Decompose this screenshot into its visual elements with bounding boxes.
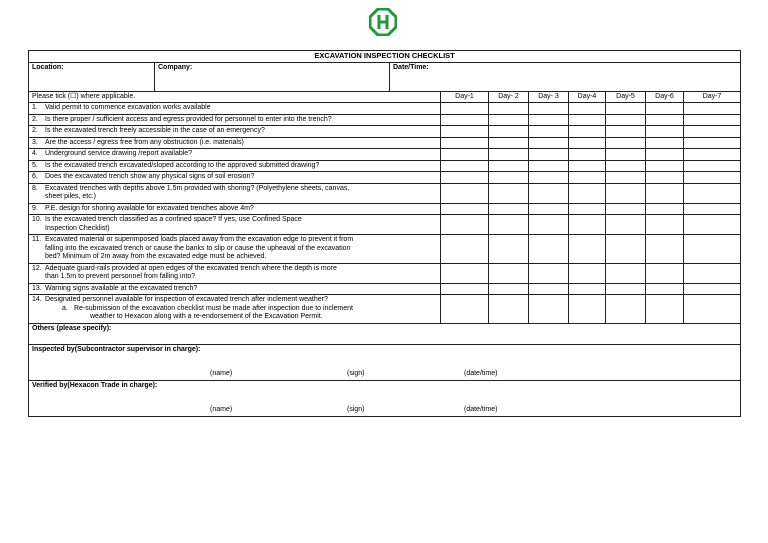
tick-box-day-5[interactable] <box>606 160 646 172</box>
tick-box-day-2[interactable] <box>489 149 529 161</box>
tick-box-day-7[interactable] <box>684 235 741 264</box>
tick-box-day-7[interactable] <box>684 114 741 126</box>
tick-box-day-5[interactable] <box>606 283 646 295</box>
checklist-item <box>29 103 441 115</box>
day-header-6: Day-6 <box>646 91 684 103</box>
item-text: Designated personnel available for inspection of excavated trench after inclement weather? <box>45 296 328 303</box>
others-field[interactable]: Others (please specify): <box>29 323 741 344</box>
item-text: Warning signs available at the excavated trench? <box>45 284 198 292</box>
item-number: 11. <box>32 236 42 243</box>
item-text: Valid permit to commence excavation works available <box>45 104 211 111</box>
item-number: 13. <box>32 284 42 292</box>
item-number: 10. <box>32 216 42 223</box>
tick-box-day-5[interactable] <box>606 149 646 161</box>
tick-box-day-4[interactable] <box>569 283 606 295</box>
tick-instruction: Please tick (☐) where applicable. <box>29 91 441 103</box>
checklist-row <box>29 183 741 203</box>
tick-box-day-3[interactable] <box>529 183 569 203</box>
tick-box-day-2[interactable] <box>489 295 529 324</box>
tick-box-day-2[interactable] <box>489 126 529 138</box>
tick-box-day-4[interactable] <box>569 172 606 184</box>
checklist-row <box>29 103 741 115</box>
datetime-caption: (date/time) <box>464 370 498 377</box>
item-number: 3. <box>32 138 38 146</box>
tick-box-day-2[interactable] <box>489 137 529 149</box>
verified-by-field-label: Verified by(Hexacon Trade in charge): <box>32 381 158 389</box>
form-title: EXCAVATION INSPECTION CHECKLIST <box>29 51 741 63</box>
tick-box-day-2[interactable] <box>489 263 529 283</box>
tick-box-day-7[interactable] <box>684 283 741 295</box>
datetime-caption: (date/time) <box>464 406 498 413</box>
item-number: 6. <box>32 173 38 180</box>
item-text: Excavated material or superimposed loads placed away from the excavation edge to prevent it from <box>45 236 354 243</box>
checklist-item <box>29 203 441 215</box>
checklist-item <box>29 283 441 295</box>
location-field[interactable]: Location: <box>29 62 155 91</box>
tick-box-day-7[interactable] <box>684 137 741 149</box>
tick-box-day-1[interactable] <box>441 283 489 295</box>
item-text-continued: than 1.5m to prevent personnel from falling into? <box>45 273 196 280</box>
item-text: Is the excavated trench excavated/sloped according to the approved submitted drawing? <box>45 161 320 169</box>
tick-box-day-3[interactable] <box>529 235 569 264</box>
tick-box-day-1[interactable] <box>441 295 489 324</box>
tick-box-day-5[interactable] <box>606 172 646 184</box>
tick-box-day-4[interactable] <box>569 137 606 149</box>
tick-box-day-5[interactable] <box>606 183 646 203</box>
item-number: 12. <box>32 264 42 272</box>
checklist-row <box>29 137 741 149</box>
item-text: Is the excavated trench freely accessible in the case of an emergency? <box>45 127 265 134</box>
subnote-text-continued: weather to Hexacon along with a re-endorsement of the Excavation Permit. <box>90 313 323 320</box>
tick-box-day-6[interactable] <box>646 114 684 126</box>
tick-box-day-6[interactable] <box>646 160 684 172</box>
tick-box-day-7[interactable] <box>684 295 741 324</box>
tick-box-day-6[interactable] <box>646 103 684 115</box>
tick-box-day-2[interactable] <box>489 114 529 126</box>
checklist-item <box>29 114 441 126</box>
tick-box-day-2[interactable] <box>489 203 529 215</box>
tick-box-day-3[interactable] <box>529 160 569 172</box>
tick-box-day-4[interactable] <box>569 295 606 324</box>
checklist-item <box>29 149 441 161</box>
tick-box-day-6[interactable] <box>646 215 684 235</box>
tick-box-day-4[interactable] <box>569 215 606 235</box>
item-number: 9. <box>32 204 38 212</box>
checklist-item <box>29 183 441 203</box>
tick-box-day-4[interactable] <box>569 263 606 283</box>
tick-box-day-2[interactable] <box>489 172 529 184</box>
tick-box-day-2[interactable] <box>489 160 529 172</box>
checklist-row <box>29 160 741 172</box>
tick-box-day-4[interactable] <box>569 149 606 161</box>
checklist-item <box>29 235 441 264</box>
checklist-row <box>29 283 741 295</box>
tick-box-day-5[interactable] <box>606 263 646 283</box>
item-number: 1. <box>32 104 38 111</box>
tick-box-day-6[interactable] <box>646 283 684 295</box>
tick-box-day-2[interactable] <box>489 283 529 295</box>
excavation-checklist-table <box>28 50 741 417</box>
item-text-continued: Inspection Checklist) <box>45 224 110 232</box>
subnote-label: a. <box>62 304 68 312</box>
item-number: 14. <box>32 296 42 303</box>
item-number: 8. <box>32 184 38 192</box>
tick-box-day-3[interactable] <box>529 295 569 324</box>
inspected-by-field-label: Inspected by(Subcontractor supervisor in charge): <box>32 345 201 353</box>
item-subnote <box>32 305 437 314</box>
tick-box-day-6[interactable] <box>646 295 684 324</box>
tick-box-day-7[interactable] <box>684 203 741 215</box>
tick-box-day-5[interactable] <box>606 215 646 235</box>
checklist-item <box>29 126 441 138</box>
tick-box-day-6[interactable] <box>646 172 684 184</box>
item-text-continued: sheet piles, etc.) <box>45 193 96 200</box>
checklist-item <box>29 172 441 184</box>
item-text: Does the excavated trench show any physical signs of soil erosion? <box>45 173 255 180</box>
tick-box-day-6[interactable] <box>646 183 684 203</box>
day-header-4: Day-4 <box>569 91 606 103</box>
tick-box-day-3[interactable] <box>529 263 569 283</box>
inspected-by-field[interactable] <box>29 344 741 380</box>
tick-box-day-7[interactable] <box>684 183 741 203</box>
tick-box-day-4[interactable] <box>569 114 606 126</box>
checklist-row <box>29 149 741 161</box>
sign-caption: (sign) <box>347 406 365 413</box>
item-text: Is the excavated trench classified as a confined space? If yes, use Confined Space <box>45 216 302 223</box>
tick-box-day-5[interactable] <box>606 114 646 126</box>
sign-caption: (sign) <box>347 370 365 377</box>
tick-box-day-5[interactable] <box>606 235 646 264</box>
checklist-row <box>29 203 741 215</box>
tick-box-day-1[interactable] <box>441 172 489 184</box>
tick-box-day-7[interactable] <box>684 172 741 184</box>
checklist-row <box>29 295 741 324</box>
item-text: Underground service drawing /report available? <box>45 150 193 157</box>
name-caption: (name) <box>210 370 233 377</box>
tick-box-day-3[interactable] <box>529 137 569 149</box>
datetime-field[interactable]: Date/Time: <box>390 62 741 91</box>
item-text: Are the access / egress free from any obstruction (i.e. materials) <box>45 138 244 146</box>
day-header-7: Day-7 <box>684 91 741 103</box>
tick-box-day-5[interactable] <box>606 126 646 138</box>
checklist-item <box>29 137 441 149</box>
tick-box-day-6[interactable] <box>646 137 684 149</box>
day-header-1: Day-1 <box>441 91 489 103</box>
tick-box-day-7[interactable] <box>684 149 741 161</box>
tick-box-day-7[interactable] <box>684 263 741 283</box>
tick-box-day-3[interactable] <box>529 114 569 126</box>
item-text: Is there proper / sufficient access and egress provided for personnel to enter into the trench? <box>45 115 332 123</box>
tick-box-day-1[interactable] <box>441 263 489 283</box>
tick-box-day-6[interactable] <box>646 203 684 215</box>
tick-box-day-5[interactable] <box>606 103 646 115</box>
tick-box-day-7[interactable] <box>684 126 741 138</box>
checklist-row <box>29 263 741 283</box>
day-header-2: Day- 2 <box>489 91 529 103</box>
checklist-item <box>29 160 441 172</box>
checklist-row <box>29 126 741 138</box>
tick-box-day-1[interactable] <box>441 126 489 138</box>
tick-box-day-1[interactable] <box>441 149 489 161</box>
company-field[interactable]: Company: <box>155 62 390 91</box>
tick-box-day-2[interactable] <box>489 183 529 203</box>
tick-box-day-3[interactable] <box>529 172 569 184</box>
tick-box-day-3[interactable] <box>529 283 569 295</box>
hexacon-logo-icon <box>369 8 397 36</box>
tick-box-day-6[interactable] <box>646 263 684 283</box>
tick-box-day-4[interactable] <box>569 203 606 215</box>
name-caption: (name) <box>210 406 233 413</box>
subnote-text: Re-submission of the excavation checklist must be made after inspection due to inclement <box>74 304 353 312</box>
tick-box-day-4[interactable] <box>569 160 606 172</box>
tick-box-day-4[interactable] <box>569 103 606 115</box>
item-text: P.E. design for shoring available for excavated trenches above 4m? <box>45 204 254 212</box>
checklist-item <box>29 263 441 283</box>
tick-box-day-6[interactable] <box>646 126 684 138</box>
tick-box-day-5[interactable] <box>606 137 646 149</box>
tick-box-day-3[interactable] <box>529 103 569 115</box>
tick-box-day-1[interactable] <box>441 137 489 149</box>
tick-box-day-2[interactable] <box>489 235 529 264</box>
tick-box-day-3[interactable] <box>529 203 569 215</box>
tick-box-day-3[interactable] <box>529 126 569 138</box>
tick-box-day-3[interactable] <box>529 215 569 235</box>
tick-box-day-2[interactable] <box>489 103 529 115</box>
item-text-continued: falling into the excavated trench or cause the banks to slip or cause the upheaval of the excavation <box>45 244 351 252</box>
verified-by-field[interactable] <box>29 380 741 416</box>
tick-box-day-1[interactable] <box>441 235 489 264</box>
tick-box-day-1[interactable] <box>441 160 489 172</box>
tick-box-day-5[interactable] <box>606 295 646 324</box>
tick-box-day-7[interactable] <box>684 103 741 115</box>
day-header-5: Day-5 <box>606 91 646 103</box>
tick-box-day-5[interactable] <box>606 203 646 215</box>
tick-box-day-1[interactable] <box>441 215 489 235</box>
checklist-item <box>29 215 441 235</box>
item-text: Adequate guard-rails provided at open edges of the excavated trench where the depth is more <box>45 264 337 272</box>
item-text-continued: bed? Minimum of 2m away from the excavated edge must be achieved. <box>45 253 267 260</box>
tick-box-day-6[interactable] <box>646 149 684 161</box>
checklist-item <box>29 295 441 324</box>
tick-box-day-4[interactable] <box>569 183 606 203</box>
tick-box-day-7[interactable] <box>684 215 741 235</box>
item-number: 2. <box>32 115 38 123</box>
item-number: 5. <box>32 161 38 169</box>
tick-box-day-6[interactable] <box>646 235 684 264</box>
tick-box-day-1[interactable] <box>441 103 489 115</box>
tick-box-day-4[interactable] <box>569 126 606 138</box>
tick-box-day-1[interactable] <box>441 203 489 215</box>
tick-box-day-3[interactable] <box>529 149 569 161</box>
checklist-row <box>29 235 741 264</box>
day-header-3: Day- 3 <box>529 91 569 103</box>
tick-box-day-4[interactable] <box>569 235 606 264</box>
item-number: 2. <box>32 127 38 134</box>
tick-box-day-1[interactable] <box>441 183 489 203</box>
tick-box-day-2[interactable] <box>489 215 529 235</box>
checklist-row <box>29 114 741 126</box>
item-number: 4. <box>32 150 38 157</box>
checklist-row <box>29 172 741 184</box>
item-text: Excavated trenches with depths above 1.5m provided with shoring? (Polyethylene sheets, canvas, <box>45 184 350 192</box>
checklist-row <box>29 215 741 235</box>
tick-box-day-1[interactable] <box>441 114 489 126</box>
tick-box-day-7[interactable] <box>684 160 741 172</box>
